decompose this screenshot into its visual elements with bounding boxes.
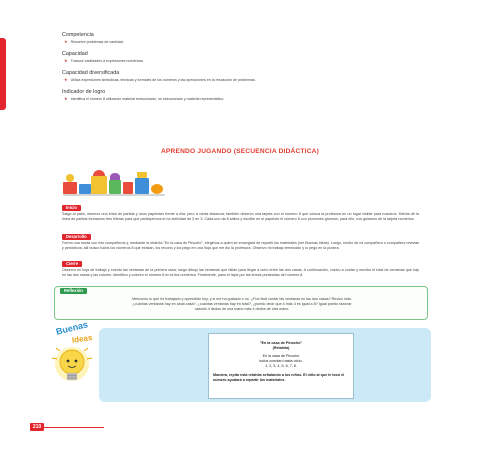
retahila-card	[208, 333, 354, 399]
reflexion-line: Menciono lo que he trabajado y aprendido hoy, y si me ha gustado o no. ¿Fue fácil contar las ventanas en las dos casas? Reviso más.	[132, 297, 352, 301]
card-note: Maestra, repita esta retahíla señalando a los niños. El niño al que le tocó el	[213, 373, 345, 377]
section-heading: Indicador de logro	[62, 89, 106, 95]
star-bullet-icon: ★	[64, 39, 68, 44]
star-bullet-icon: ★	[64, 58, 68, 63]
building-blocks-illustration	[63, 168, 165, 198]
card-verse: 1, 2, 3, 4, 5, 6, 7, 8.	[265, 364, 297, 368]
page-side-tab	[0, 38, 6, 110]
page-title: APRENDO JUGANDO (SECUENCIA DIDÁCTICA)	[160, 148, 320, 155]
reflexion-line: usando 4 dedos de una mano más 4 dedos de otra mano.	[194, 307, 290, 312]
reflexion-label: Reflexión	[60, 288, 87, 294]
badge-word: Ideas	[71, 333, 93, 345]
card-title: "En la casa de Pinocho"	[259, 341, 303, 345]
capacidad-section	[62, 51, 422, 64]
cierre-label: Cierre	[62, 261, 82, 267]
bullet-item: ★ Utiliza expresiones simbólicas, técnicas y formales de los números y las operaciones en la resolución de problemas.	[64, 77, 256, 82]
desarrollo-paragraph: Formo una ronda con mis compañeros y, mediante la retahíla "En la casa de Pinocho", elegimos a quien se encargará de repartir los materiales (ver Buenas ideas). Luego, recibo de mi compañera o compañero revistas y periódicos; allí busco todos los números 8 que existan, los recorto y los pego en una hoja que me dio la profesora. Observo mi trabajo terminado y lo pego en la pizarra.	[62, 241, 419, 251]
card-subtitle: (Retahíla)	[272, 346, 290, 350]
badge-word: Buenas	[54, 319, 89, 337]
reflexion-line: ¿cuántas ventanas hay en cada casa?, ¿cuántas ventanas hay en total?, ¿puedo decir que 4 más 4 es igual a 8? Igual puedo razonar	[132, 302, 352, 307]
card-verse: En la casa de Pinocho	[262, 354, 300, 358]
buenas-ideas-badge	[38, 318, 118, 390]
section-heading: Capacidad	[62, 51, 88, 57]
page-footer-line	[44, 427, 104, 428]
star-bullet-icon: ★	[64, 96, 68, 101]
bullet-item: ★ Resuelve problemas de cantidad.	[64, 39, 124, 44]
star-bullet-icon: ★	[64, 77, 68, 82]
inicio-label: Inicio	[62, 205, 81, 211]
desarrollo-label: Desarrollo	[62, 234, 91, 240]
inicio-paragraph: Salgo al patio, observo una línea de partida y unos papelotes frente a ella; pero a cierta distancia; también observo una tarjeta con el número 8 que coloca la profesora en un lugar visible para nosotros. Detrás de la línea de partida formamos tres hileras para que participemos en la actividad de 3 en 3. Cada uno da 8 saltos y escribe en el papelote el número 8 con plumones gruesos, para ello, nos guiamos de la tarjeta numérica.	[62, 212, 419, 222]
bullet-item: ★ Identifica el número 8 utilizando material estructurado, no estructurado y material representativo.	[64, 96, 225, 101]
card-note: número ayudará a repartir los materiales.	[213, 378, 286, 382]
page-number: 210	[30, 423, 44, 431]
bullet-item: ★ Traduce cantidades a expresiones numéricas.	[64, 58, 144, 63]
card-verse: todos cuentan hasta ocho.	[259, 359, 303, 363]
capacidad-diversificada-section	[62, 70, 422, 83]
indicador-section	[62, 89, 422, 102]
reflexion-text	[64, 297, 420, 312]
lightbulb-icon	[52, 347, 92, 381]
cierre-paragraph: Observo mi hoja de trabajo y cuento las ventanas de la primera casa; luego dibujo las ventanas que faltan para llegar a ocho entre las dos casas. A continuación, vuelvo a contar y escribo el total de ventanas que hay en las dos casas y las colores. Identifico y coloreo el número 8 en la tira numérica. Finalmente, paso el lápiz por las líneas punteadas del número 8.	[62, 268, 419, 278]
section-heading: Capacidad diversificada	[62, 70, 120, 76]
section-heading: Competencia	[62, 32, 94, 38]
competencia-section	[62, 32, 422, 45]
